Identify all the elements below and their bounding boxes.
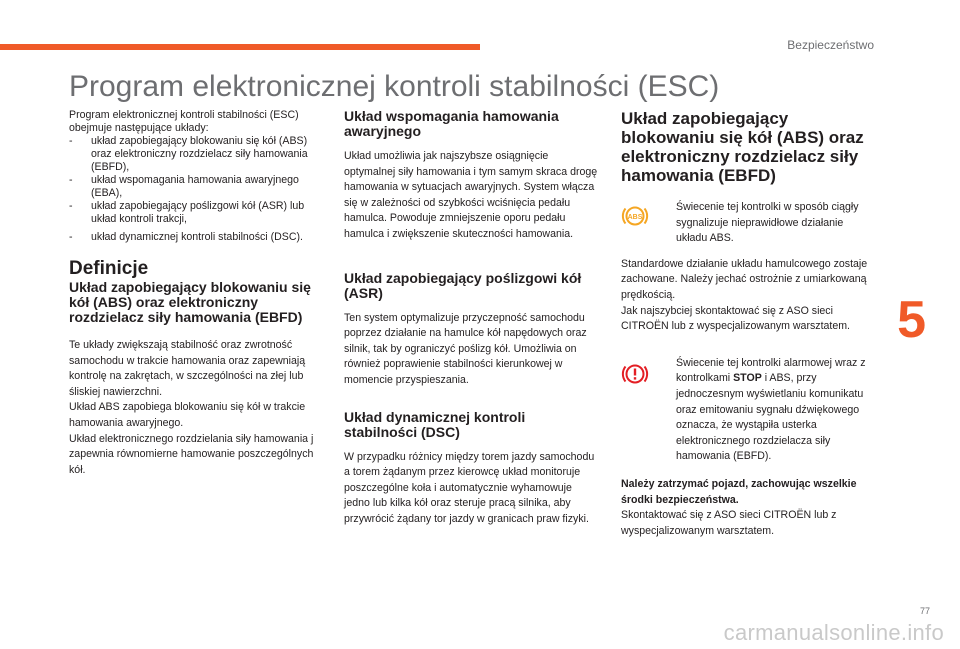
column-right <box>621 109 875 539</box>
stop-label: STOP <box>733 372 762 385</box>
abs-text: Te układy zwiększają stabilność oraz zwrotność samochodu w trakcie hamowania oraz zapewniają kontrolę na zakrętach, w szczególności na złej lub śliskiej nawierzchni. <box>69 339 306 398</box>
abs-lamp-text: Świecenie tej kontrolki w sposób ciągły sygnalizuje nieprawidłowe działanie układu ABS. <box>676 201 859 245</box>
watermark: carmanualsonline.info <box>723 620 944 645</box>
abs-text: Układ elektronicznego rozdzielania siły hamowania j zapewnia równomierne hamowanie poszczególnych kół. <box>69 432 314 476</box>
systems-list <box>69 135 327 244</box>
alarm-text: Świecenie tej kontrolki alarmowej wraz z kontrolkami <box>676 356 866 385</box>
brake-alarm-icon <box>621 362 649 391</box>
abs-warning-icon <box>621 204 649 233</box>
dsc-heading: Układ dynamicznej kontroli stabilności (DSC) <box>344 408 526 440</box>
definitions-heading: Definicje <box>69 258 149 279</box>
list-item: - układ wspomagania hamowania awaryjnego (EBA), <box>69 174 327 200</box>
warning-contact-text: Skontaktować się z ASO sieci CITROËN lub z wyspecjalizowanym warsztatem. <box>621 509 837 537</box>
alarm-text: i ABS, przy jednoczesnym wyświetlaniu komunikatu oraz emitowaniu sygnału dźwiękowego oznacza, że wystąpiła usterka elektronicznego rozdzielacza siły hamowania (EBFD). <box>676 372 864 463</box>
list-item: - układ zapobiegający blokowaniu się kół (ABS) oraz elektroniczny rozdzielacz siły hamowania (EBFD), <box>69 135 327 174</box>
svg-text:ABS: ABS <box>627 214 643 221</box>
list-item: - układ zapobiegający poślizgowi kół (ASR) lub układ kontroli trakcji, <box>69 200 327 226</box>
chapter-number: 5 <box>897 291 926 349</box>
abs-lamp-row <box>621 200 875 247</box>
column-left <box>69 109 327 478</box>
section-label: Bezpieczeństwo <box>787 38 874 52</box>
asr-heading: Układ zapobiegający poślizgowi kół (ASR) <box>344 269 582 301</box>
intro-text: Program elektronicznej kontroli stabilności (ESC) obejmuje następujące układy: <box>69 109 299 134</box>
alarm-lamp-row <box>621 356 875 465</box>
standard-text: Standardowe działanie układu hamulcowego zostaje zachowane. Należy jechać ostrożnie z umiarkowaną prędkością. <box>621 257 868 301</box>
eba-text: Układ umożliwia jak najszybsze osiągnięcie optymalnej siły hamowania i tym samym skraca drogę hamowania w sytuacjach awaryjnych. System włącza się w zależności od szybkości wciśnięcia pedału hamulca. Powoduje zmniejszenie oporu pedału hamulca i zwiększenie skuteczności hamowania. <box>344 150 598 240</box>
alarm-lamp-text <box>676 356 875 465</box>
page-number: 77 <box>919 606 930 616</box>
contact-text: Jak najszybciej skontaktować się z ASO sieci CITROËN lub z wyspecjalizowanym warsztatem. <box>621 304 851 333</box>
asr-text: Ten system optymalizuje przyczepność samochodu poprzez działanie na hamulce kół napędowych oraz silnik, tak by ograniczyć poślizg kół. Umożliwia on również poprawienie stabilności kierunkowej w momencie przyspieszania. <box>344 311 587 386</box>
abs-text: Układ ABS zapobiega blokowaniu się kół w trakcie hamowania awaryjnego. <box>69 401 306 429</box>
page-title: Program elektronicznej kontroli stabilności (ESC) <box>69 70 720 103</box>
top-accent-bar <box>0 44 480 50</box>
dsc-text: W przypadku różnicy między torem jazdy samochodu a torem żądanym przez kierowcę układ monitoruje poszczególne koła i automatycznie wyhamowuje jedno lub kilka kół oraz steruje pracą silnika, aby przywrócić żądany tor jazdy w granicach praw fizyki. <box>344 450 595 525</box>
list-item: - układ dynamicznej kontroli stabilności (DSC). <box>69 231 327 244</box>
ebfd-heading: Układ zapobiegający blokowaniu się kół (ABS) oraz elektroniczny rozdzielacz siły hamowania (EBFD) <box>621 109 864 185</box>
abs-heading: Układ zapobiegający blokowaniu się kół (ABS) oraz elektroniczny rozdzielacz siły hamowania (EBFD) <box>69 279 311 325</box>
column-middle <box>344 109 599 528</box>
warning-bold-text: Należy zatrzymać pojazd, zachowując wszelkie środki bezpieczeństwa. <box>621 477 857 506</box>
eba-heading: Układ wspomagania hamowania awaryjnego <box>344 108 559 139</box>
